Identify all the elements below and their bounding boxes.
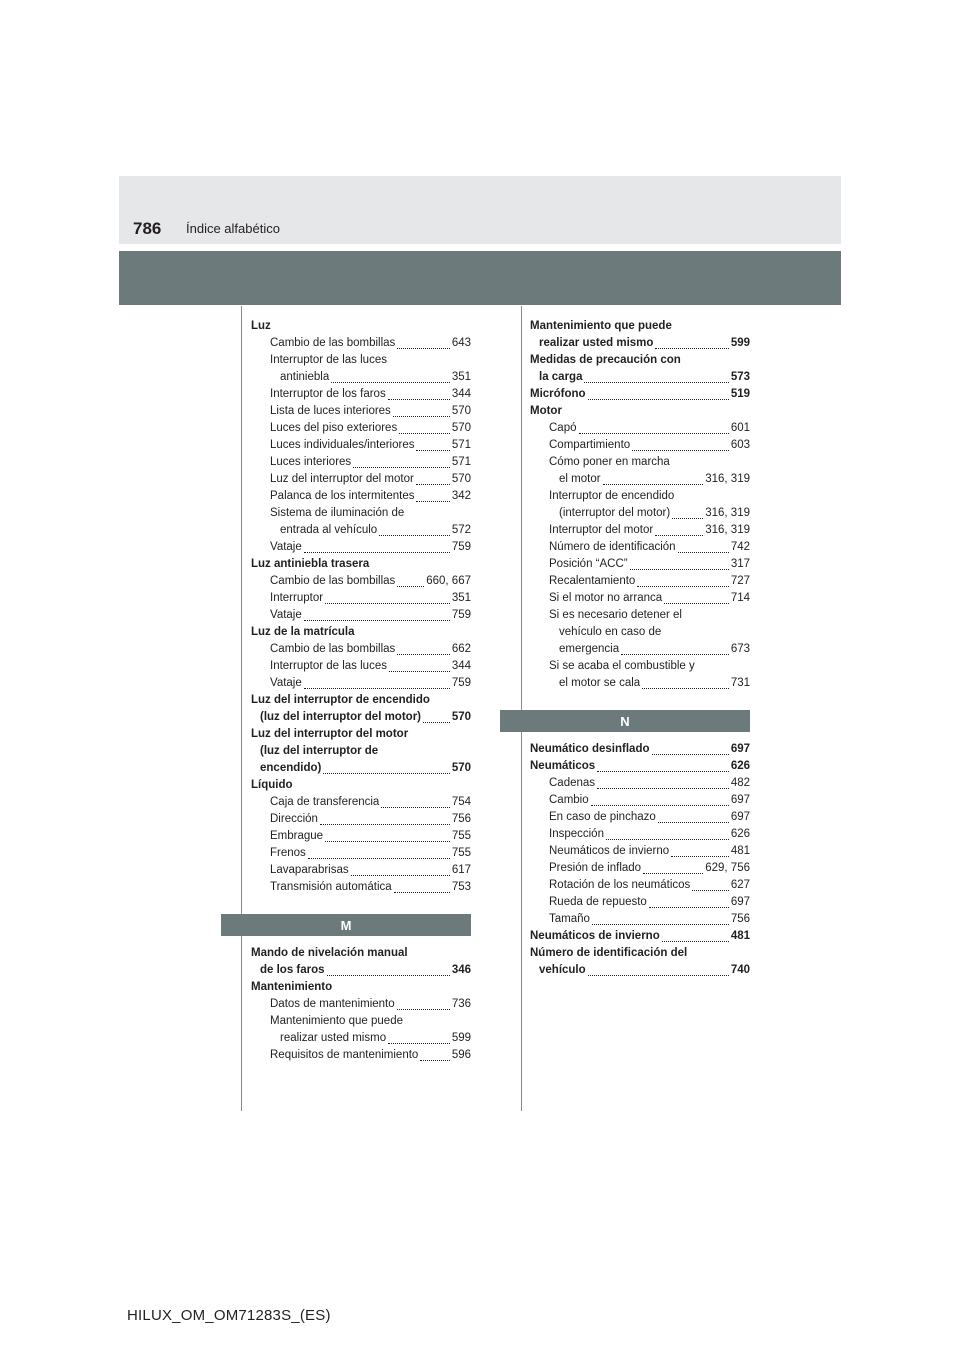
leader-dots (416, 500, 449, 502)
entry-label: entrada al vehículo (280, 524, 378, 536)
index-heading: Medidas de precaución con (530, 354, 681, 366)
entry-label: realizar usted mismo (280, 1032, 387, 1044)
entry-page: 571 (451, 439, 471, 451)
leader-dots (304, 687, 450, 689)
entry-page: 570 (451, 711, 471, 723)
entry-page: 697 (730, 743, 750, 755)
index-entry (251, 641, 471, 658)
entry-label: Cambio de las bombillas (270, 643, 396, 655)
index-subentry-text: Mantenimiento que puede (270, 1015, 403, 1027)
entry-page: 570 (451, 422, 471, 434)
index-entry (530, 877, 750, 894)
entry-label: Vataje (270, 541, 302, 553)
index-entry (251, 709, 471, 726)
entry-page: 316, 319 (705, 507, 750, 519)
leader-dots (351, 874, 450, 876)
index-entry (530, 471, 750, 488)
index-entry (530, 505, 750, 522)
entry-label: realizar usted mismo (539, 337, 654, 349)
leader-dots (397, 585, 424, 587)
entry-page: 697 (730, 794, 750, 806)
entry-page: 727 (730, 575, 750, 587)
entry-page: 756 (451, 813, 471, 825)
entry-label: Cadenas (549, 777, 596, 789)
index-entry (530, 826, 750, 843)
entry-page: 731 (730, 677, 750, 689)
leader-dots (331, 381, 450, 383)
index-heading: Motor (530, 405, 562, 417)
leader-dots (393, 415, 450, 417)
entry-label: Capó (549, 422, 577, 434)
entry-label: Transmisión automática (270, 881, 392, 893)
entry-label: Dirección (270, 813, 318, 825)
leader-dots (652, 753, 729, 755)
entry-label: Rotación de los neumáticos (549, 879, 691, 891)
entry-page: 344 (451, 388, 471, 400)
entry-page: 697 (730, 896, 750, 908)
leader-dots (643, 872, 703, 874)
index-entry (251, 454, 471, 471)
entry-page: 627 (730, 879, 750, 891)
index-entry (530, 962, 750, 979)
entry-label: antiniebla (280, 371, 330, 383)
index-entry (251, 1047, 471, 1064)
entry-page: 756 (730, 913, 750, 925)
entry-label: Si el motor no arranca (549, 592, 663, 604)
letter-divider: M (221, 914, 471, 936)
leader-dots (671, 855, 729, 857)
index-column-left (251, 318, 471, 1064)
leader-dots (658, 821, 729, 823)
entry-page: 626 (730, 828, 750, 840)
index-entry (251, 828, 471, 845)
entry-label: Frenos (270, 847, 306, 859)
entry-page: 570 (451, 405, 471, 417)
entry-page: 755 (451, 830, 471, 842)
page-number: 786 (133, 219, 162, 238)
entry-label: Interruptor del motor (549, 524, 654, 536)
index-entry (530, 758, 750, 775)
leader-dots (584, 381, 728, 383)
index-entry (530, 675, 750, 692)
entry-label: Datos de mantenimiento (270, 998, 395, 1010)
index-entry (251, 1030, 471, 1047)
leader-dots (649, 906, 729, 908)
index-entry (251, 794, 471, 811)
entry-page: 660, 667 (426, 575, 471, 587)
index-subentry-text: Sistema de iluminación de (270, 507, 405, 519)
index-heading-continued: (luz del interruptor de (260, 745, 379, 757)
index-entry (251, 658, 471, 675)
index-entry (251, 862, 471, 879)
index-subentry-text: Cómo poner en marcha (549, 456, 670, 468)
entry-page: 754 (451, 796, 471, 808)
right-column-rule (521, 306, 522, 1111)
index-entry (251, 879, 471, 896)
left-column-rule (241, 306, 242, 1111)
entry-page: 759 (451, 609, 471, 621)
entry-page: 599 (451, 1032, 471, 1044)
entry-page: 342 (451, 490, 471, 502)
entry-page: 344 (451, 660, 471, 672)
index-entry (251, 675, 471, 692)
leader-dots (579, 432, 729, 434)
entry-page: 596 (451, 1049, 471, 1061)
header-band (119, 251, 841, 305)
entry-label: (luz del interruptor del motor) (260, 711, 421, 723)
index-entry (530, 860, 750, 877)
entry-label: Recalentamiento (549, 575, 636, 587)
index-entry (530, 386, 750, 403)
page-header (119, 176, 841, 244)
entry-label: el motor (559, 473, 601, 485)
index-entry (251, 488, 471, 505)
entry-page: 570 (451, 473, 471, 485)
leader-dots (323, 772, 449, 774)
entry-label: Neumáticos de invierno (530, 930, 660, 942)
entry-page: 755 (451, 847, 471, 859)
leader-dots (588, 974, 729, 976)
entry-label: Lista de luces interiores (270, 405, 391, 417)
leader-dots (388, 398, 450, 400)
section-title: Índice alfabético (186, 221, 280, 236)
entry-page: 572 (451, 524, 471, 536)
entry-page: 351 (451, 592, 471, 604)
leader-dots (325, 840, 450, 842)
index-entry (530, 590, 750, 607)
entry-label: Interruptor (270, 592, 324, 604)
index-entry (251, 437, 471, 454)
leader-dots (632, 449, 729, 451)
index-entry (530, 809, 750, 826)
entry-page: 629, 756 (705, 862, 750, 874)
index-entry (530, 369, 750, 386)
entry-page: 759 (451, 677, 471, 689)
leader-dots (308, 857, 450, 859)
index-entry (251, 539, 471, 556)
leader-dots (592, 923, 729, 925)
spacer (530, 732, 750, 741)
index-heading: Líquido (251, 779, 293, 791)
index-entry (251, 386, 471, 403)
index-subentry-continued: vehículo en caso de (559, 626, 662, 638)
index-entry (530, 522, 750, 539)
entry-label: Lavaparabrisas (270, 864, 349, 876)
entry-label: emergencia (559, 643, 620, 655)
entry-label: Palanca de los intermitentes (270, 490, 415, 502)
index-entry (251, 962, 471, 979)
entry-page: 519 (730, 388, 750, 400)
index-column-right (530, 318, 750, 979)
entry-label: Luces del piso exteriores (270, 422, 398, 434)
leader-dots (379, 534, 450, 536)
entry-label: Interruptor de los faros (270, 388, 386, 400)
index-subentry-text: Si se acaba el combustible y (549, 660, 695, 672)
index-entry (530, 928, 750, 945)
document-code: HILUX_OM_OM71283S_(ES) (127, 1307, 331, 1324)
index-entry (530, 843, 750, 860)
index-subentry-text: Si es necesario detener el (549, 609, 682, 621)
leader-dots (327, 974, 450, 976)
entry-page: 316, 319 (705, 473, 750, 485)
entry-label: Cambio (549, 794, 589, 806)
entry-label: Presión de inflado (549, 862, 642, 874)
entry-label: el motor se cala (559, 677, 641, 689)
entry-label: Neumáticos de invierno (549, 845, 670, 857)
entry-page: 753 (451, 881, 471, 893)
index-entry (530, 539, 750, 556)
leader-dots (420, 1059, 450, 1061)
entry-page: 603 (730, 439, 750, 451)
index-entry (251, 573, 471, 590)
entry-label: Inspección (549, 828, 604, 840)
entry-page: 714 (730, 592, 750, 604)
index-entry (251, 590, 471, 607)
entry-page: 317 (730, 558, 750, 570)
index-entry (251, 471, 471, 488)
leader-dots (397, 653, 450, 655)
entry-label: (interruptor del motor) (559, 507, 671, 519)
entry-label: Embrague (270, 830, 324, 842)
index-entry (251, 522, 471, 539)
index-entry (530, 420, 750, 437)
entry-page: 626 (730, 760, 750, 772)
entry-label: Interruptor de las luces (270, 660, 387, 672)
leader-dots (603, 483, 704, 485)
index-entry (251, 811, 471, 828)
entry-page: 316, 319 (705, 524, 750, 536)
leader-dots (416, 449, 449, 451)
entry-page: 617 (451, 864, 471, 876)
index-heading: Luz antiniebla trasera (251, 558, 370, 570)
entry-page: 697 (730, 811, 750, 823)
leader-dots (655, 347, 728, 349)
entry-label: Cambio de las bombillas (270, 337, 396, 349)
leader-dots (678, 551, 729, 553)
index-entry (530, 792, 750, 809)
leader-dots (692, 889, 729, 891)
entry-label: Rueda de repuesto (549, 896, 647, 908)
entry-page: 481 (730, 930, 750, 942)
entry-page: 759 (451, 541, 471, 553)
index-entry (530, 894, 750, 911)
entry-label: Luces individuales/interiores (270, 439, 415, 451)
spacer (530, 692, 750, 710)
entry-label: Vataje (270, 609, 302, 621)
leader-dots (597, 770, 729, 772)
entry-page: 662 (451, 643, 471, 655)
leader-dots (621, 653, 729, 655)
leader-dots (304, 551, 450, 553)
leader-dots (381, 806, 450, 808)
entry-label: vehículo (539, 964, 586, 976)
leader-dots (397, 1008, 450, 1010)
index-heading: Mantenimiento (251, 981, 333, 993)
entry-label: Número de identificación (549, 541, 676, 553)
entry-page: 599 (730, 337, 750, 349)
leader-dots (642, 687, 729, 689)
index-heading: Número de identificación del (530, 947, 688, 959)
entry-label: Luces interiores (270, 456, 352, 468)
index-entry (251, 403, 471, 420)
leader-dots (606, 838, 729, 840)
leader-dots (304, 619, 450, 621)
leader-dots (388, 1042, 450, 1044)
entry-label: Requisitos de mantenimiento (270, 1049, 419, 1061)
leader-dots (591, 804, 729, 806)
leader-dots (325, 602, 450, 604)
leader-dots (394, 891, 450, 893)
index-entry (530, 556, 750, 573)
letter-divider: N (500, 710, 750, 732)
leader-dots (664, 602, 729, 604)
index-entry (530, 573, 750, 590)
index-subentry-text: Interruptor de encendido (549, 490, 675, 502)
leader-dots (597, 787, 729, 789)
leader-dots (655, 534, 703, 536)
entry-page: 570 (451, 762, 471, 774)
entry-page: 346 (451, 964, 471, 976)
entry-label: Caja de transferencia (270, 796, 380, 808)
index-entry (530, 437, 750, 454)
leader-dots (399, 432, 450, 434)
entry-label: Cambio de las bombillas (270, 575, 396, 587)
entry-label: En caso de pinchazo (549, 811, 656, 823)
entry-page: 740 (730, 964, 750, 976)
index-heading: Mantenimiento que puede (530, 320, 672, 332)
entry-label: Micrófono (530, 388, 586, 400)
entry-label: Neumáticos (530, 760, 596, 772)
index-entry (251, 760, 471, 777)
index-entry (251, 607, 471, 624)
leader-dots (588, 398, 729, 400)
entry-label: encendido) (260, 762, 322, 774)
entry-label: Compartimiento (549, 439, 631, 451)
index-entry (530, 641, 750, 658)
index-entry (251, 996, 471, 1013)
entry-page: 736 (451, 998, 471, 1010)
leader-dots (423, 721, 450, 723)
entry-page: 643 (451, 337, 471, 349)
index-subentry-text: Interruptor de las luces (270, 354, 387, 366)
entry-page: 673 (730, 643, 750, 655)
entry-label: Vataje (270, 677, 302, 689)
spacer (251, 936, 471, 945)
entry-page: 482 (730, 777, 750, 789)
entry-label: de los faros (260, 964, 325, 976)
index-heading: Luz del interruptor del motor (251, 728, 409, 740)
leader-dots (389, 670, 450, 672)
index-heading: Mando de nivelación manual (251, 947, 408, 959)
entry-page: 601 (730, 422, 750, 434)
entry-label: Luz del interruptor del motor (270, 473, 414, 485)
index-entry (530, 911, 750, 928)
entry-label: la carga (539, 371, 583, 383)
entry-page: 571 (451, 456, 471, 468)
leader-dots (672, 517, 703, 519)
entry-page: 742 (730, 541, 750, 553)
entry-page: 351 (451, 371, 471, 383)
index-entry (251, 845, 471, 862)
entry-page: 481 (730, 845, 750, 857)
index-entry (530, 775, 750, 792)
leader-dots (320, 823, 450, 825)
leader-dots (416, 483, 450, 485)
index-entry (530, 335, 750, 352)
spacer (251, 896, 471, 914)
leader-dots (637, 585, 729, 587)
entry-page: 573 (730, 371, 750, 383)
entry-label: Posición “ACC” (549, 558, 628, 570)
index-heading: Luz (251, 320, 271, 332)
leader-dots (662, 940, 729, 942)
index-heading: Luz del interruptor de encendido (251, 694, 430, 706)
index-heading: Luz de la matrícula (251, 626, 355, 638)
index-entry (530, 741, 750, 758)
index-entry (251, 420, 471, 437)
entry-label: Tamaño (549, 913, 590, 925)
entry-label: Neumático desinflado (530, 743, 650, 755)
index-entry (251, 369, 471, 386)
index-entry (251, 335, 471, 352)
leader-dots (353, 466, 450, 468)
leader-dots (630, 568, 729, 570)
leader-dots (397, 347, 450, 349)
